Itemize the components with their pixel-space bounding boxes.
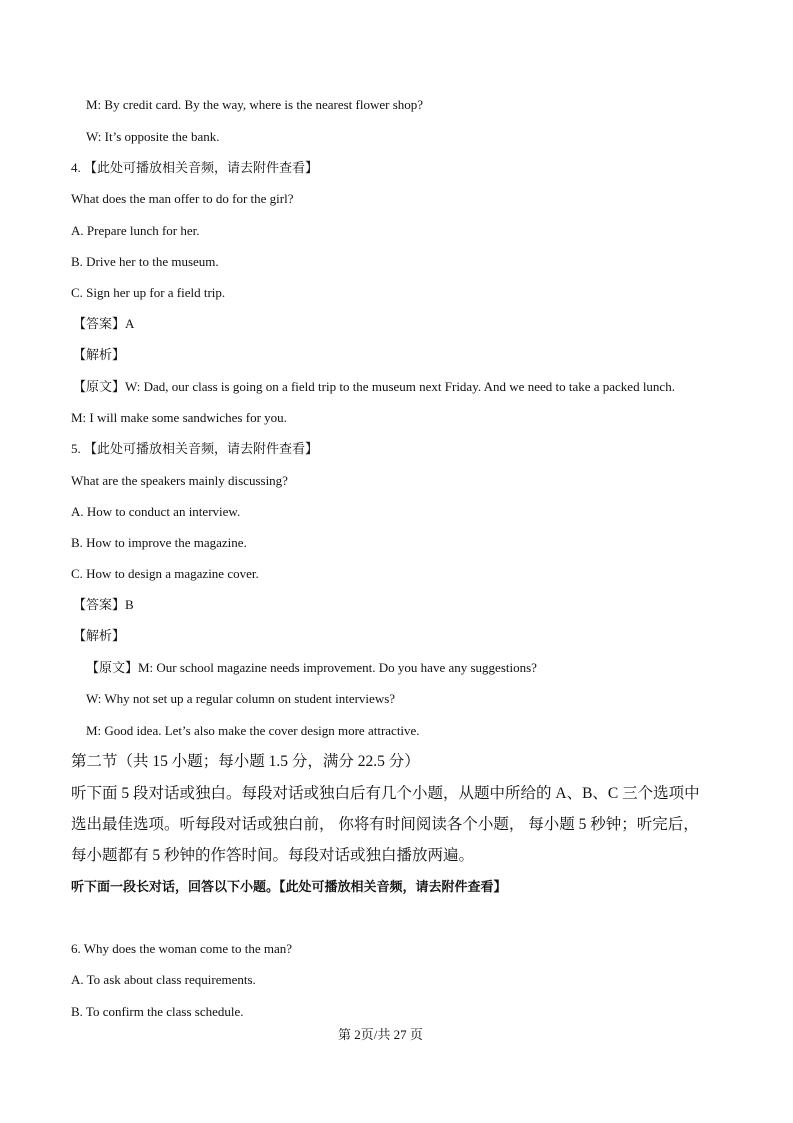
option-a: A. How to conduct an interview. — [71, 504, 241, 519]
option-b: B. To confirm the class schedule. — [71, 1004, 244, 1019]
question-text: 6. Why does the woman come to the man? — [71, 941, 293, 956]
option-b: B. Drive her to the museum. — [71, 254, 219, 269]
transcript-line: 【原文】M: Our school magazine needs improvement. Do you have any suggestions? — [86, 660, 537, 675]
option-c: C. How to design a magazine cover. — [71, 566, 259, 581]
transcript-line: W: Why not set up a regular column on student interviews? — [86, 691, 396, 706]
question-text: What are the speakers mainly discussing? — [71, 473, 288, 488]
dialogue-line: M: By credit card. By the way, where is the nearest flower shop? — [86, 97, 424, 112]
transcript-line: M: Good idea. Let’s also make the cover design more attractive. — [86, 723, 420, 738]
analysis-label: 【解析】 — [73, 628, 126, 643]
section-instructions: 每小题都有 5 秒钟的作答时间。每段对话或独白播放两遍。 — [71, 847, 475, 864]
analysis-label: 【解析】 — [73, 347, 126, 362]
section-instructions: 选出最佳选项。听每段对话或独白前， 你将有时间阅读各个小题， 每小题 5 秒钟；听完后， — [71, 816, 699, 833]
section-instructions: 听下面 5 段对话或独白。每段对话或独白后有几个小题，从题中所给的 A、B、C 三个选项中 — [71, 785, 700, 802]
page-number: 第 2页/共 27 页 — [338, 1027, 423, 1042]
answer-label: 【答案】A — [73, 316, 135, 331]
question-number-5: 5. 【此处可播放相关音频，请去附件查看】 — [71, 441, 319, 456]
transcript-line: 【原文】W: Dad, our class is going on a field trip to the museum next Friday. And we need to take a packed lunch. — [73, 379, 675, 394]
transcript-line: M: I will make some sandwiches for you. — [71, 410, 287, 425]
section-heading: 第二节（共 15 小题；每小题 1.5 分，满分 22.5 分） — [71, 753, 420, 770]
option-a: A. To ask about class requirements. — [71, 972, 256, 987]
question-number-4: 4. 【此处可播放相关音频，请去附件查看】 — [71, 160, 319, 175]
option-b: B. How to improve the magazine. — [71, 535, 247, 550]
option-a: A. Prepare lunch for her. — [71, 223, 200, 238]
option-c: C. Sign her up for a field trip. — [71, 285, 226, 300]
dialogue-line: W: It’s opposite the bank. — [86, 129, 220, 144]
listening-prompt: 听下面一段长对话，回答以下小题。【此处可播放相关音频，请去附件查看】 — [71, 879, 507, 894]
answer-label: 【答案】B — [73, 597, 134, 612]
question-text: What does the man offer to do for the girl? — [71, 191, 294, 206]
